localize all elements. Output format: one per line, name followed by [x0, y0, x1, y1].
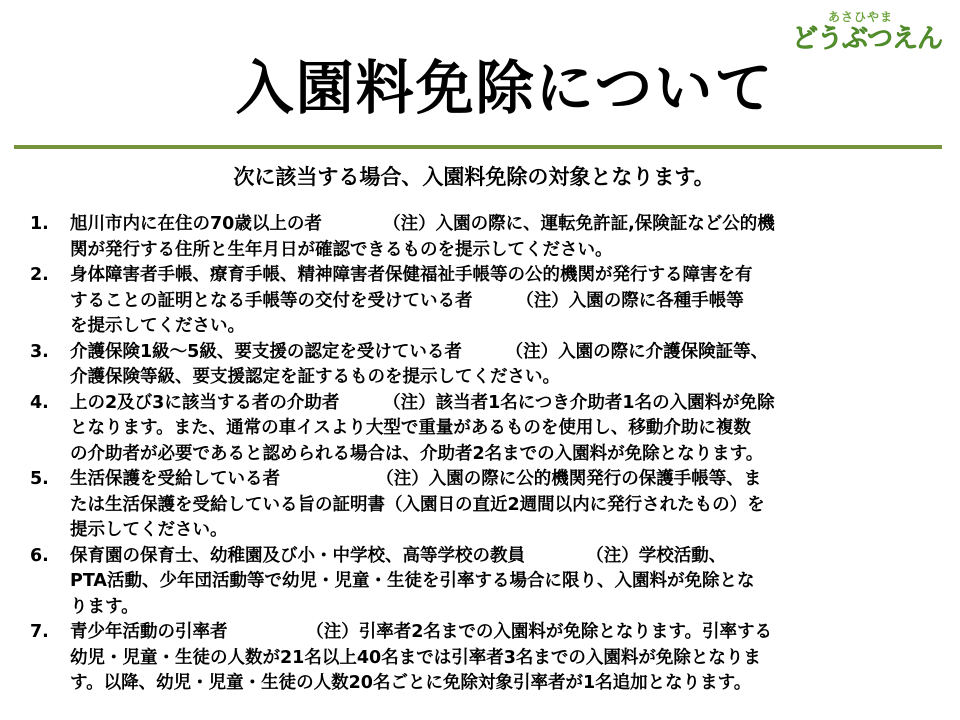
exemption-list: [30, 212, 920, 697]
item-line: ります。: [70, 596, 139, 617]
item-line: 提示してください。: [70, 520, 228, 540]
item-line: す。以降、幼児・児童・生徒の人数20名ごとに免除対象引率者が1名追加となります。: [70, 673, 752, 693]
item-line: となります。また、通常の車イスより大型で重量があるものを使用し、移動介助に複数: [70, 418, 751, 438]
item-line: 身体障害者手帳、療育手帳、精神障害者保健福祉手帳等の公的機関が発行する障害を有: [70, 265, 753, 285]
item-number: 7.: [30, 622, 49, 642]
item-line: の介助者が必要であると認められる場合は、介助者2名までの入園料が免除となります。: [70, 443, 764, 464]
list-item: [30, 544, 920, 621]
item-line: PTA活動、少年団活動等で幼児・児童・生徒を引率する場合に限り、入園料が免除とな: [70, 571, 755, 591]
logo-text: どうぶつえん: [792, 24, 943, 54]
zoo-logo: [792, 8, 942, 53]
item-line: 生活保護を受給している者 （注）入園の際に公的機関発行の保護手帳等、ま: [70, 469, 762, 489]
item-number: 6.: [30, 545, 49, 566]
item-line: 上の2及び3に該当する者の介助者 （注）該当者1名につき介助者1名の入園料が免除: [70, 392, 775, 413]
item-line: 保育園の保育士、幼稚園及び小・中学校、高等学校の教員 （注）学校活動、: [70, 545, 727, 566]
list-item: [30, 467, 920, 544]
list-item: [30, 391, 920, 468]
item-number: 2.: [30, 265, 49, 285]
item-line: することの証明となる手帳等の交付を受けている者 （注）入園の際に各種手帳等: [70, 290, 744, 311]
list-item: [30, 212, 920, 263]
item-line: 幼児・児童・生徒の人数が21名以上40名までは引率者3名までの入園料が免除となりま: [70, 647, 761, 668]
item-line: 旭川市内に在住の70歳以上の者 （注）入園の際に、運転免許証,保険証など公的機: [70, 214, 775, 234]
page-title: 入園料免除について: [235, 54, 775, 122]
item-number: 1.: [30, 214, 49, 234]
list-item: [30, 263, 920, 340]
item-line: を提示してください。: [70, 316, 245, 336]
item-line: たは生活保護を受給している旨の証明書（入園日の直近2週間以内に発行されたもの）を: [70, 494, 765, 515]
title-divider: [14, 145, 942, 149]
item-number: 5.: [30, 469, 49, 489]
list-item: [30, 620, 920, 697]
item-number: 4.: [30, 392, 49, 413]
item-line: 介護保険等級、要支援認定を証するものを提示してください。: [70, 367, 560, 387]
item-line: 青少年活動の引率者 （注）引率者2名までの入園料が免除となります。引率する: [70, 622, 773, 642]
list-item: [30, 340, 920, 391]
logo-subtext: あさひやま: [828, 10, 894, 24]
item-line: 関が発行する住所と生年月日が確認できるものを提示してください。: [70, 239, 613, 260]
item-number: 3.: [30, 341, 49, 362]
subtitle: 次に該当する場合、入園料免除の対象となります。: [233, 165, 715, 189]
item-line: 介護保険1級～5級、要支援の認定を受けている者 （注）入園の際に介護保険証等、: [70, 341, 769, 362]
